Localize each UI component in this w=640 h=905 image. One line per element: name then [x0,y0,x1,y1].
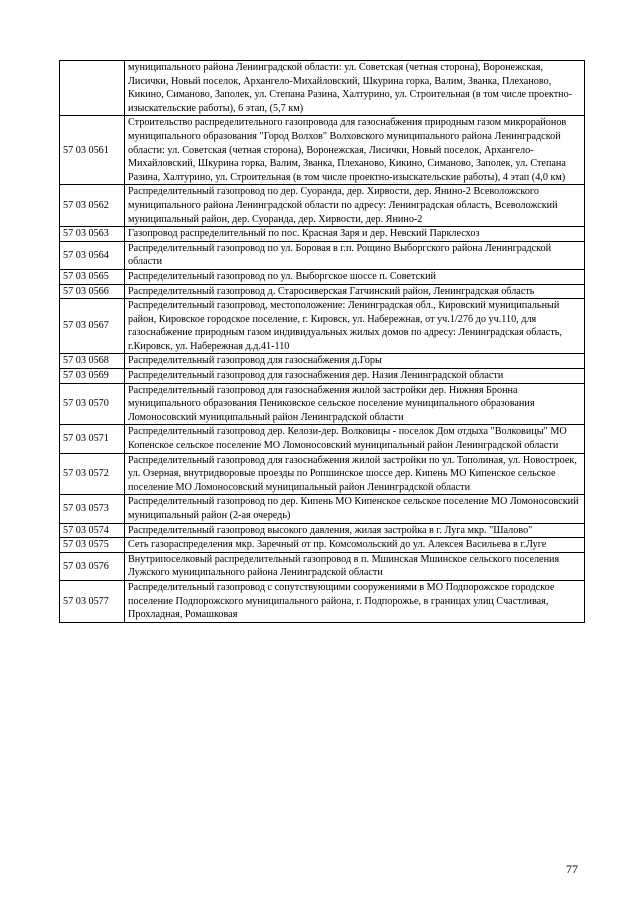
table-row [60,383,585,425]
object-description-cell: Распределительный газопровод дер. Келози-дер. Волковицы - поселок Дом отдыха "Волковицы" МО Копенское сельское поселение МО Ломоносовский муниципальный район Ленинградской области [125,425,585,453]
table-row [60,495,585,523]
table-row [60,61,585,116]
object-code-cell: 57 03 0570 [60,383,125,425]
table-row [60,425,585,453]
table-row [60,241,585,269]
object-code-cell: 57 03 0562 [60,185,125,227]
object-code-cell: 57 03 0565 [60,269,125,284]
object-code-cell: 57 03 0572 [60,453,125,495]
object-description-cell: Строительство распределительного газопровода для газоснабжения природным газом микрорайонов муниципального образования "Город Волхов" Волховского муниципального района Ленинградской области: ул. Советская (четная сторона), Воронежская, Лисички, Новый поселок, Архангело-Михайловский, Шкурина горка, Валим, Званка, Плеханово, Кикино, Симаново, Заполек, ул. Степана Разина, Халтурино, ул. Строительная (в том числе проектно-изыскательские работы), 4 этап (4,0 км) [125,116,585,185]
object-description-cell: Внутрипоселковый распределительный газопровод в п. Мшинская Мшинское сельского поселения Лужского муниципального района Ленинградской области [125,552,585,580]
table-row [60,227,585,242]
object-description-cell: Распределительный газопровод д. Старосиверская Гатчинский район, Ленинградская область [125,284,585,299]
object-description-cell: Распределительный газопровод по ул. Выборгское шоссе п. Советский [125,269,585,284]
object-code-cell: 57 03 0569 [60,369,125,384]
object-code-cell: 57 03 0573 [60,495,125,523]
object-code-cell: 57 03 0566 [60,284,125,299]
table-row [60,523,585,538]
object-code-cell: 57 03 0561 [60,116,125,185]
page-number: 77 [566,862,578,876]
table-row [60,552,585,580]
object-description-cell: Сеть газораспределения мкр. Заречный от пр. Комсомольский до ул. Алексея Васильева в г.Луге [125,538,585,553]
registry-table-body [60,61,585,623]
object-code-cell: 57 03 0563 [60,227,125,242]
object-description-cell: Распределительный газопровод по ул. Боровая в г.п. Рощино Выборгского района Ленинградской области [125,241,585,269]
object-code-cell [60,61,125,116]
table-row [60,299,585,354]
object-code-cell: 57 03 0576 [60,552,125,580]
object-description-cell: Распределительный газопровод высокого давления, жилая застройка в г. Луга мкр. "Шалово" [125,523,585,538]
object-code-cell: 57 03 0567 [60,299,125,354]
object-description-cell: Распределительный газопровод для газоснабжения жилой застройки по ул. Тополиная, ул. Новостроек, ул. Озерная, внутридворовые проезды по Ропшинское шоссе дер. Кипень МО Кипенское сельское поселение МО Ломоносовский муниципальный район Ленинградской области [125,453,585,495]
table-row [60,354,585,369]
object-code-cell: 57 03 0577 [60,580,125,622]
object-description-cell: Распределительный газопровод по дер. Кипень МО Кипенское сельское поселение МО Ломоносовский муниципальный район (2-ая очередь) [125,495,585,523]
object-description-cell: Распределительный газопровод с сопутствующими сооружениями в МО Подпорожское городское поселение Подпорожского муниципального района, г. Подпорожье, в границах улиц Счастливая, Прохладная, Ромашковая [125,580,585,622]
object-description-cell: Распределительный газопровод для газоснабжения дер. Назия Ленинградской области [125,369,585,384]
table-row [60,269,585,284]
table-row [60,116,585,185]
object-description-cell: Распределительный газопровод для газоснабжения жилой застройки дер. Нижняя Бронна муниципального образования Пениковское сельское поселение муниципального образования Ломоносовский муниципальный район Ленинградской области [125,383,585,425]
table-row [60,284,585,299]
table-row [60,538,585,553]
object-code-cell: 57 03 0575 [60,538,125,553]
object-code-cell: 57 03 0564 [60,241,125,269]
object-code-cell: 57 03 0574 [60,523,125,538]
object-code-cell: 57 03 0571 [60,425,125,453]
table-row [60,369,585,384]
object-description-cell: Распределительный газопровод по дер. Суоранда, дер. Хирвости, дер. Янино-2 Всеволожского муниципального района Ленинградской области по адресу: Ленинградская область, Всеволожский муниципальный район, дер. Суоранда, дер. Хирвости, дер. Янино-2 [125,185,585,227]
table-row [60,453,585,495]
object-description-cell: Распределительный газопровод, местоположение: Ленинградская обл., Кировский муниципальный район, Кировское городское поселение, г. Кировск, ул. Набережная, от уч.1/27б до уч.110, для газоснабжение природным газом индивидуальных жилых домов по адресу: Ленинградская область, г.Кировск, ул. Набережная д.д.41-110 [125,299,585,354]
table-row [60,580,585,622]
gas-pipeline-registry-table [59,60,585,623]
object-description-cell: муниципального района Ленинградской области: ул. Советская (четная сторона), Воронежская, Лисички, Новый поселок, Архангело-Михайловский, Шкурина горка, Валим, Званка, Плеханово, Кикино, Симаново, Заполек, ул. Степана Разина, Халтурино, ул. Строительная (в том числе проектно-изыскательские работы), 6 этап, (5,7 км) [125,61,585,116]
object-description-cell: Распределительный газопровод для газоснабжения д.Горы [125,354,585,369]
table-row [60,185,585,227]
object-description-cell: Газопровод распределительный по пос. Красная Заря и дер. Невский Парклесхоз [125,227,585,242]
object-code-cell: 57 03 0568 [60,354,125,369]
